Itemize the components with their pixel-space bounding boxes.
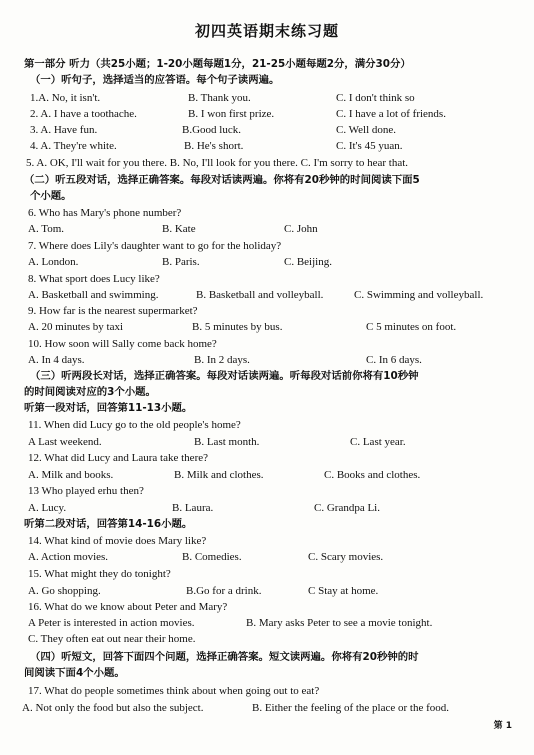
section2-header-line1: （二）听五段对话，选择正确答案。每段对话读两遍。你将有20秒钟的时间阅读下面5 (24, 174, 420, 186)
section4-header-line2: 间阅读下面4个小题。 (24, 667, 125, 679)
q9-stem: 9. How far is the nearest supermarket? (28, 305, 198, 317)
q11-stem: 11. When did Lucy go to the old people's home? (28, 419, 241, 431)
q7-option-b: B. Paris. (162, 256, 200, 268)
section4-header-line1: （四）听短文，回答下面四个问题，选择正确答案。短文读两遍。你将有20秒钟的时 (30, 651, 419, 663)
q16-stem: 16. What do we know about Peter and Mary? (28, 601, 228, 613)
q9-option-c: C 5 minutes on foot. (366, 321, 457, 333)
section2-header-line2: 个小题。 (30, 190, 72, 202)
q5-options: 5. A. OK, I'll wait for you there. B. No, I'll look for you there. C. I'm sorry to hear that. (26, 157, 409, 169)
q15-option-c: C Stay at home. (308, 585, 379, 597)
q16-option-b: B. Mary asks Peter to see a movie tonight. (246, 617, 433, 629)
q6-option-c: C. John (284, 223, 318, 235)
q16-option-c: C. They often eat out near their home. (28, 633, 196, 645)
section3-header-line1: （三）听两段长对话，选择正确答案。每段对话读两遍。听每段对话前你将有10秒钟 (30, 370, 419, 382)
q1-option-c: C. I don't think so (336, 92, 415, 104)
q3-option-c: C. Well done. (336, 124, 397, 136)
q15-option-b: B.Go for a drink. (186, 585, 262, 597)
page-title: 初四英语期末练习题 (194, 22, 339, 40)
q2-option-a: 2. A. I have a toothache. (30, 108, 137, 120)
q9-option-b: B. 5 minutes by bus. (192, 321, 283, 333)
q13-option-c: C. Grandpa Li. (314, 502, 380, 514)
q13-stem: 13 Who played erhu then? (28, 485, 144, 497)
q6-stem: 6. Who has Mary's phone number? (28, 207, 182, 219)
q15-option-a: A. Go shopping. (28, 585, 101, 597)
q10-option-b: B. In 2 days. (194, 354, 250, 366)
q17-option-b: B. Either the feeling of the place or the food. (252, 702, 450, 714)
q13-option-a: A. Lucy. (28, 502, 67, 514)
q7-option-c: C. Beijing. (284, 256, 332, 268)
q2-option-b: B. I won first prize. (188, 108, 275, 120)
q4-option-a: 4. A. They're white. (30, 140, 117, 152)
q6-option-b: B. Kate (162, 223, 196, 235)
q2-option-c: C. I have a lot of friends. (336, 108, 446, 120)
q16-option-a: A Peter is interested in action movies. (28, 617, 195, 629)
q7-option-a: A. London. (28, 256, 79, 268)
q17-stem: 17. What do people sometimes think about when going out to eat? (28, 685, 320, 697)
q6-option-a: A. Tom. (28, 223, 65, 235)
section3-header-line2: 的时间阅读对应的3个小题。 (24, 386, 156, 398)
q4-option-b: B. He's short. (184, 140, 244, 152)
q1-option-b: B. Thank you. (188, 92, 251, 104)
q14-option-b: B. Comedies. (182, 551, 242, 563)
q12-option-c: C. Books and clothes. (324, 469, 421, 481)
dialog1-header: 听第一段对话，回答第11-13小题。 (24, 402, 193, 414)
part1-header: 第一部分 听力（共25小题；1-20小题每题1分，21-25小题每题2分，满分30分） (24, 58, 411, 70)
q14-option-c: C. Scary movies. (308, 551, 384, 563)
dialog2-header: 听第二段对话，回答第14-16小题。 (24, 518, 193, 530)
section1-header: （一）听句子，选择适当的应答语。每个句子读两遍。 (30, 74, 280, 86)
q12-option-b: B. Milk and clothes. (174, 469, 264, 481)
q11-option-c: C. Last year. (350, 436, 406, 448)
q13-option-b: B. Laura. (172, 502, 214, 514)
q10-option-c: C. In 6 days. (366, 354, 422, 366)
q8-stem: 8. What sport does Lucy like? (28, 273, 160, 285)
q12-stem: 12. What did Lucy and Laura take there? (28, 452, 208, 464)
q17-option-a: A. Not only the food but also the subject. (22, 702, 204, 714)
q14-option-a: A. Action movies. (28, 551, 109, 563)
q11-option-a: A Last weekend. (28, 436, 102, 448)
q11-option-b: B. Last month. (194, 436, 260, 448)
q3-option-a: 3. A. Have fun. (30, 124, 98, 136)
q10-stem: 10. How soon will Sally come back home? (28, 338, 217, 350)
q3-option-b: B.Good luck. (182, 124, 241, 136)
q7-stem: 7. Where does Lily's daughter want to go for the holiday? (28, 240, 282, 252)
q9-option-a: A. 20 minutes by taxi (28, 321, 124, 333)
q10-option-a: A. In 4 days. (28, 354, 85, 366)
q8-option-c: C. Swimming and volleyball. (354, 289, 484, 301)
q4-option-c: C. It's 45 yuan. (336, 140, 403, 152)
q12-option-a: A. Milk and books. (28, 469, 114, 481)
page-number: 第 1 (493, 721, 512, 731)
q1-option-a: 1.A. No, it isn't. (30, 92, 101, 104)
q8-option-a: A. Basketball and swimming. (28, 289, 159, 301)
q8-option-b: B. Basketball and volleyball. (196, 289, 324, 301)
q14-stem: 14. What kind of movie does Mary like? (28, 535, 207, 547)
q15-stem: 15. What might they do tonight? (28, 568, 171, 580)
